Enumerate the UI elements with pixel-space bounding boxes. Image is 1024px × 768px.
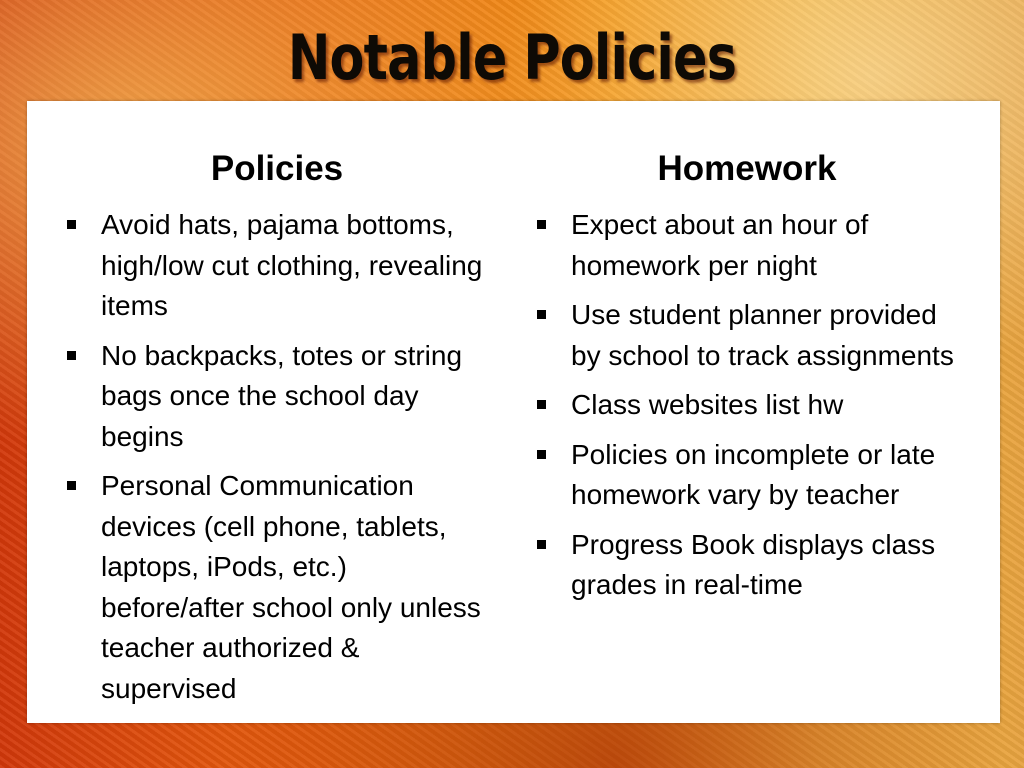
square-bullet-icon [67,481,76,490]
square-bullet-icon [67,220,76,229]
list-item-text: Use student planner provided by school to track assignments [571,299,954,371]
list-item [531,525,971,606]
policies-heading: Policies [210,149,344,188]
list-item [531,205,971,286]
square-bullet-icon [537,310,546,319]
list-item [61,466,491,709]
list-item [531,295,971,376]
slide-title: Notable Policies [287,21,737,94]
homework-list [531,205,971,606]
content-panel [27,101,1000,723]
square-bullet-icon [537,400,546,409]
list-item [531,385,971,426]
list-item-text: Expect about an hour of homework per night [571,209,869,281]
list-item-text: Policies on incomplete or late homework vary by teacher [571,438,936,510]
square-bullet-icon [537,450,546,459]
list-item [531,435,971,516]
list-item-text: Personal Communication devices (cell phone, tablets, laptops, iPods, etc.) before/after school only unless teacher authorized & supervised [101,470,481,704]
list-item [61,205,491,327]
list-item-text: Progress Book displays class grades in real-time [571,528,936,600]
homework-column [531,101,971,615]
policies-list [61,205,491,709]
square-bullet-icon [537,540,546,549]
list-item-text: No backpacks, totes or string bags once the school day begins [101,339,463,452]
homework-heading: Homework [657,149,837,188]
list-item-text: Avoid hats, pajama bottoms, high/low cut clothing, revealing items [101,209,483,321]
policies-column [61,101,491,718]
list-item [61,336,491,458]
list-item-text: Class websites list hw [571,389,844,420]
square-bullet-icon [67,351,76,360]
square-bullet-icon [537,220,546,229]
